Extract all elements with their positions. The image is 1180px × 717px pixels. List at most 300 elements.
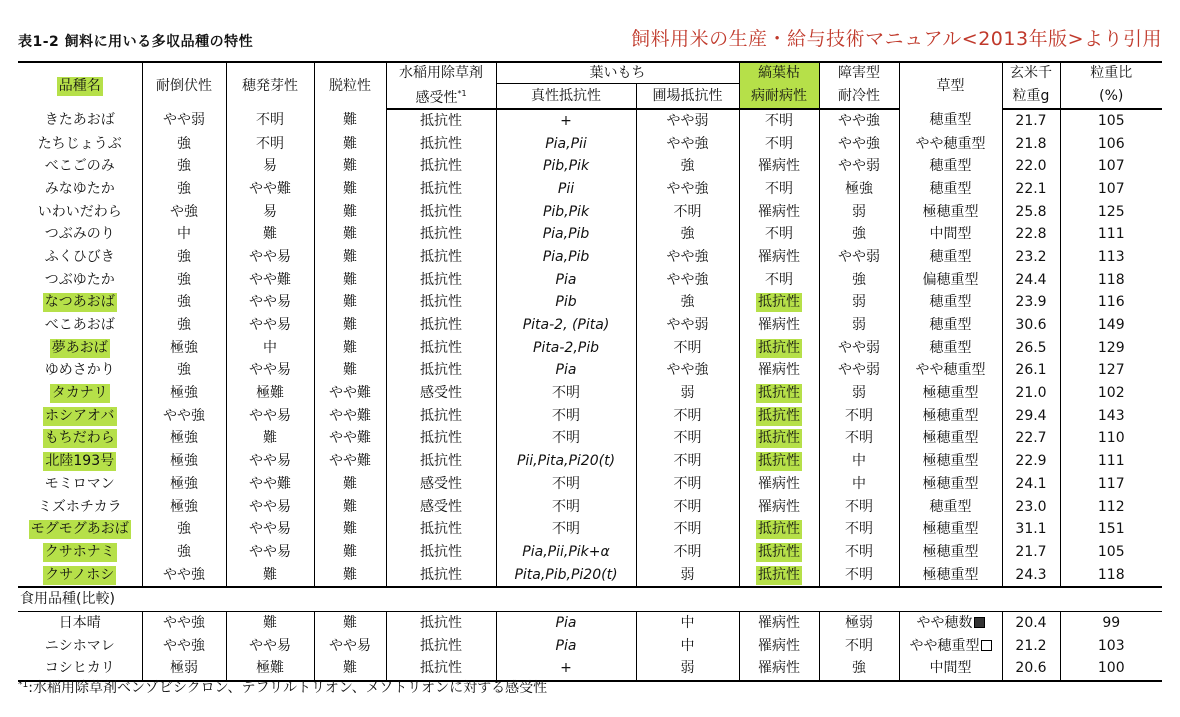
cell-ratio: 111 [1060,450,1162,473]
cell-cold: やや弱 [819,155,899,178]
header-weight-2: 粒重g [1002,84,1060,109]
cell-ratio: 107 [1060,155,1162,178]
cell-sprouting: やや難 [226,268,314,291]
cell-weight: 29.4 [1002,404,1060,427]
table-row [18,611,1162,634]
cell-plant-type: 偏穂重型 [899,268,1002,291]
cell-cold: 中 [819,473,899,496]
cell-herbicide: 抵抗性 [386,291,496,314]
cell-field-resistance: やや強 [636,178,739,201]
cell-true-resistance: 不明 [496,518,636,541]
table-row [18,336,1162,359]
cell-plant-type: やや穂重型 [899,634,1002,657]
cell-field-resistance: やや弱 [636,314,739,337]
cell-cold: 不明 [819,495,899,518]
cell-lodging: 極強 [142,336,226,359]
cell-ratio: 107 [1060,178,1162,201]
variety-name: たちじょうぶ [37,135,122,152]
cell-herbicide: 抵抗性 [386,223,496,246]
cell-shattering: 難 [314,178,386,201]
cell-stripe: 罹病性 [739,155,819,178]
cell-field-resistance: 不明 [636,336,739,359]
cell-sprouting: やや易 [226,495,314,518]
cell-cold: 強 [819,223,899,246]
cell-true-resistance: + [496,109,636,133]
cell-shattering: やや難 [314,404,386,427]
cell-shattering: 難 [314,563,386,587]
cell-plant-type: やや穂数 [899,611,1002,634]
cell-lodging: 中 [142,223,226,246]
footnote: $^{*1}$:水稲用除草剤ベンゾビシクロン、テフリルトリオン、メソトリオンに対する感受性 [18,680,548,696]
cell-plant-type: 極穂重型 [899,404,1002,427]
variety-name: なつあおば [44,294,115,311]
cell-plant-type: 穂重型 [899,336,1002,359]
header-cold: 障害型 [819,62,899,84]
cell-sprouting: 不明 [226,132,314,155]
cell-stripe: 罹病性 [739,657,819,681]
cell-cold: 弱 [819,200,899,223]
table-row [18,359,1162,382]
cell-shattering: やや難 [314,382,386,405]
cell-true-resistance: Pia [496,268,636,291]
cell-shattering: やや難 [314,427,386,450]
cell-true-resistance: Pib,Pik [496,200,636,223]
cell-field-resistance: 強 [636,223,739,246]
cell-stripe: 抵抗性 [739,336,819,359]
cell-sprouting: 易 [226,200,314,223]
cell-herbicide: 抵抗性 [386,518,496,541]
cell-stripe: 抵抗性 [739,382,819,405]
cell-true-resistance: Pib,Pik [496,155,636,178]
cell-plant-type: 極穂重型 [899,382,1002,405]
variety-name: ミズホチカラ [37,498,122,515]
cell-cold: 弱 [819,314,899,337]
source-citation: 飼料用米の生産・給与技術マニュアル<2013年版>より引用 [631,28,1162,50]
cell-lodging: や強 [142,200,226,223]
cell-sprouting: 極難 [226,382,314,405]
cell-ratio: 149 [1060,314,1162,337]
cell-cold: 弱 [819,291,899,314]
cell-lodging: 強 [142,291,226,314]
header-lodging: 耐倒伏性 [142,62,226,109]
cell-sprouting: やや易 [226,404,314,427]
cell-cold: 不明 [819,404,899,427]
cell-field-resistance: 不明 [636,495,739,518]
cell-shattering: 難 [314,291,386,314]
header-row-1 [18,62,1162,84]
cell-true-resistance: Pii [496,178,636,201]
table-row [18,200,1162,223]
cell-true-resistance: Pib [496,291,636,314]
cell-stripe: 罹病性 [739,359,819,382]
cell-sprouting: やや易 [226,246,314,269]
cell-weight: 22.0 [1002,155,1060,178]
cell-ratio: 112 [1060,495,1162,518]
cell-stripe: 不明 [739,223,819,246]
cell-stripe: 抵抗性 [739,291,819,314]
cell-field-resistance: 弱 [636,382,739,405]
cell-stripe: 抵抗性 [739,450,819,473]
cell-herbicide: 抵抗性 [386,132,496,155]
cell-shattering: 難 [314,109,386,133]
cell-weight: 25.8 [1002,200,1060,223]
cell-true-resistance: Pia [496,611,636,634]
cell-lodging: やや弱 [142,109,226,133]
cell-ratio: 106 [1060,132,1162,155]
cell-plant-type: 穂重型 [899,155,1002,178]
cell-weight: 20.4 [1002,611,1060,634]
cell-shattering: 難 [314,314,386,337]
variety-name: クサホナミ [44,543,115,560]
variety-name: タカナリ [51,385,108,402]
cell-lodging: やや強 [142,404,226,427]
cell-stripe: 抵抗性 [739,404,819,427]
cell-cold: 不明 [819,427,899,450]
cell-field-resistance: やや弱 [636,109,739,133]
cell-cold: やや弱 [819,336,899,359]
table-row [18,109,1162,133]
cell-lodging: 強 [142,132,226,155]
cell-true-resistance: Pia,Pib [496,246,636,269]
table-row [18,541,1162,564]
cell-true-resistance: Pita,Pib,Pi20(t) [496,563,636,587]
variety-name: クサノホシ [18,563,142,587]
header-name: 品種名 [18,62,142,109]
cell-ratio: 125 [1060,200,1162,223]
cell-weight: 22.9 [1002,450,1060,473]
cell-sprouting: 易 [226,155,314,178]
cell-shattering: 難 [314,246,386,269]
cell-true-resistance: 不明 [496,382,636,405]
cell-stripe: 罹病性 [739,634,819,657]
cell-weight: 22.1 [1002,178,1060,201]
cell-true-resistance: 不明 [496,427,636,450]
cell-shattering: 難 [314,473,386,496]
cell-ratio: 118 [1060,268,1162,291]
cell-ratio: 116 [1060,291,1162,314]
cell-herbicide: 抵抗性 [386,336,496,359]
cell-plant-type: 穂重型 [899,314,1002,337]
header-true-resistance: 真性抵抗性 [496,84,636,109]
cell-sprouting: やや難 [226,473,314,496]
cell-cold: 中 [819,450,899,473]
cell-plant-type: 中間型 [899,223,1002,246]
table-row [18,178,1162,201]
cell-true-resistance: 不明 [496,495,636,518]
cell-plant-type: 極穂重型 [899,518,1002,541]
cell-stripe: 抵抗性 [739,518,819,541]
cell-sprouting: やや易 [226,634,314,657]
cell-herbicide: 抵抗性 [386,178,496,201]
header-herbicide: 水稲用除草剤 [386,62,496,84]
table-row [18,450,1162,473]
cell-ratio: 110 [1060,427,1162,450]
cell-lodging: 極弱 [142,657,226,681]
cell-lodging: やや強 [142,634,226,657]
cell-shattering: 難 [314,200,386,223]
cell-stripe: 罹病性 [739,473,819,496]
cell-sprouting: やや難 [226,178,314,201]
variety-name: きたあおば [44,112,115,129]
table-row [18,291,1162,314]
cell-shattering: 難 [314,132,386,155]
cell-lodging: 強 [142,178,226,201]
cell-ratio: 113 [1060,246,1162,269]
cell-lodging: 極強 [142,382,226,405]
cell-weight: 21.7 [1002,109,1060,133]
cell-sprouting: 不明 [226,109,314,133]
cell-herbicide: 抵抗性 [386,314,496,337]
cell-herbicide: 感受性 [386,382,496,405]
cell-herbicide: 抵抗性 [386,109,496,133]
cell-lodging: 極強 [142,495,226,518]
cell-herbicide: 感受性 [386,495,496,518]
cell-lodging: 極強 [142,473,226,496]
variety-name: べこごのみ [44,158,115,175]
cell-shattering: 難 [314,268,386,291]
cell-herbicide: 抵抗性 [386,268,496,291]
cell-ratio: 105 [1060,541,1162,564]
cell-true-resistance: Pia [496,359,636,382]
cell-field-resistance: 不明 [636,541,739,564]
variety-table [18,61,1162,682]
table-title: 表1-2 飼料に用いる多収品種の特性 [18,34,254,50]
cell-ratio: 151 [1060,518,1162,541]
header-shattering: 脱粒性 [314,62,386,109]
cell-field-resistance: 不明 [636,450,739,473]
cell-sprouting: 難 [226,611,314,634]
cell-true-resistance: Pia,Pii [496,132,636,155]
cell-stripe: 罹病性 [739,495,819,518]
section-row [18,587,1162,611]
cell-sprouting: やや易 [226,314,314,337]
cell-shattering: やや難 [314,450,386,473]
cell-stripe: 不明 [739,132,819,155]
cell-plant-type: 穂重型 [899,495,1002,518]
variety-name: ニシホマレ [44,637,115,654]
cell-shattering: 難 [314,223,386,246]
cell-cold: 極弱 [819,611,899,634]
variety-name: コシヒカリ [18,657,142,681]
table-row [18,223,1162,246]
header-sprouting: 穂発芽性 [226,62,314,109]
cell-plant-type: やや穂重型 [899,132,1002,155]
cell-herbicide: 抵抗性 [386,450,496,473]
cell-herbicide: 抵抗性 [386,359,496,382]
cell-shattering: 難 [314,155,386,178]
cell-shattering: やや易 [314,634,386,657]
cell-lodging: やや強 [142,611,226,634]
cell-weight: 23.2 [1002,246,1060,269]
variety-name: いわいだわら [37,203,122,220]
cell-lodging: 強 [142,359,226,382]
cell-cold: やや弱 [819,246,899,269]
cell-ratio: 127 [1060,359,1162,382]
cell-herbicide: 抵抗性 [386,541,496,564]
table-row [18,314,1162,337]
cell-herbicide: 抵抗性 [386,155,496,178]
header-cold-2: 耐冷性 [819,84,899,109]
cell-ratio: 118 [1060,563,1162,587]
cell-true-resistance: 不明 [496,404,636,427]
cell-weight: 24.3 [1002,563,1060,587]
cell-weight: 26.1 [1002,359,1060,382]
variety-name: モミロマン [44,475,115,492]
cell-field-resistance: 不明 [636,427,739,450]
cell-sprouting: 難 [226,427,314,450]
cell-plant-type: 極穂重型 [899,541,1002,564]
cell-stripe: 不明 [739,109,819,133]
cell-cold: 極強 [819,178,899,201]
variety-name: ゆめさかり [44,362,115,379]
section-label: 食用品種(比較) [18,587,1162,611]
cell-ratio: 102 [1060,382,1162,405]
cell-lodging: 強 [142,541,226,564]
cell-weight: 21.2 [1002,634,1060,657]
cell-field-resistance: 中 [636,611,739,634]
cell-lodging: 強 [142,246,226,269]
square-marker-icon [981,640,992,651]
variety-name: ふくひびき [44,248,115,265]
cell-lodging: 強 [142,155,226,178]
cell-herbicide: 抵抗性 [386,246,496,269]
cell-cold: 不明 [819,634,899,657]
cell-stripe: 罹病性 [739,246,819,269]
cell-ratio: 105 [1060,109,1162,133]
cell-herbicide: 抵抗性 [386,634,496,657]
cell-lodging: 極強 [142,450,226,473]
cell-field-resistance: 弱 [636,657,739,681]
cell-herbicide: 抵抗性 [386,563,496,587]
cell-plant-type: 極穂重型 [899,427,1002,450]
cell-sprouting: やや易 [226,291,314,314]
cell-cold: 弱 [819,382,899,405]
cell-ratio: 143 [1060,404,1162,427]
cell-plant-type: 極穂重型 [899,450,1002,473]
table-row [18,563,1162,587]
table-row [18,634,1162,657]
cell-field-resistance: 不明 [636,473,739,496]
cell-true-resistance: Pia [496,634,636,657]
cell-plant-type: やや穂重型 [899,359,1002,382]
table-row [18,268,1162,291]
cell-herbicide: 抵抗性 [386,200,496,223]
variety-name: つぶゆたか [44,271,115,288]
cell-lodging: 強 [142,314,226,337]
cell-field-resistance: 不明 [636,518,739,541]
cell-weight: 21.8 [1002,132,1060,155]
variety-name: つぶみのり [44,226,115,243]
cell-ratio: 117 [1060,473,1162,496]
cell-weight: 26.5 [1002,336,1060,359]
cell-shattering: 難 [314,541,386,564]
cell-shattering: 難 [314,359,386,382]
cell-shattering: 難 [314,657,386,681]
cell-cold: 不明 [819,563,899,587]
cell-stripe: 罹病性 [739,200,819,223]
variety-name: 夢あおば [51,339,108,356]
cell-field-resistance: 不明 [636,404,739,427]
cell-plant-type: 極穂重型 [899,473,1002,496]
cell-herbicide: 抵抗性 [386,404,496,427]
cell-sprouting: やや易 [226,450,314,473]
cell-lodging: やや強 [142,563,226,587]
cell-weight: 24.1 [1002,473,1060,496]
cell-plant-type: 極穂重型 [899,563,1002,587]
header-herbicide-2: 感受性$^{*1}$ [386,84,496,109]
square-marker-icon [974,617,985,628]
cell-cold: やや強 [819,109,899,133]
cell-true-resistance: Pia,Pib [496,223,636,246]
header-blast: 葉いもち [496,62,739,84]
cell-shattering: 難 [314,611,386,634]
cell-field-resistance: 不明 [636,200,739,223]
cell-sprouting: 極難 [226,657,314,681]
cell-sprouting: 中 [226,336,314,359]
variety-name: もちだわら [44,430,115,447]
table-row [18,246,1162,269]
cell-field-resistance: 中 [636,634,739,657]
variety-name: 北陸193号 [45,453,115,470]
cell-herbicide: 感受性 [386,473,496,496]
variety-name: みなゆたか [44,180,115,197]
cell-true-resistance: Pii,Pita,Pi20(t) [496,450,636,473]
cell-herbicide: 抵抗性 [386,657,496,681]
cell-true-resistance: Pita-2,Pib [496,336,636,359]
cell-cold: やや弱 [819,359,899,382]
header-weight: 玄米千 [1002,62,1060,84]
header-ratio: 粒重比 [1060,62,1162,84]
cell-field-resistance: やや強 [636,246,739,269]
cell-true-resistance: + [496,657,636,681]
cell-sprouting: やや易 [226,518,314,541]
cell-cold: 不明 [819,518,899,541]
cell-plant-type: 穂重型 [899,246,1002,269]
cell-cold: 強 [819,268,899,291]
cell-shattering: 難 [314,495,386,518]
table-row [18,155,1162,178]
header-plant-type: 草型 [899,62,1002,109]
cell-cold: やや強 [819,132,899,155]
cell-field-resistance: やや強 [636,132,739,155]
cell-herbicide: 抵抗性 [386,611,496,634]
table-row [18,518,1162,541]
cell-weight: 21.0 [1002,382,1060,405]
cell-field-resistance: 弱 [636,563,739,587]
cell-weight: 21.7 [1002,541,1060,564]
cell-stripe: 不明 [739,268,819,291]
cell-weight: 23.0 [1002,495,1060,518]
cell-lodging: 強 [142,518,226,541]
cell-cold: 不明 [819,541,899,564]
cell-true-resistance: 不明 [496,473,636,496]
cell-stripe: 不明 [739,178,819,201]
cell-field-resistance: 強 [636,291,739,314]
cell-weight: 23.9 [1002,291,1060,314]
variety-name: ホシアオバ [44,407,115,424]
cell-lodging: 極強 [142,427,226,450]
cell-weight: 30.6 [1002,314,1060,337]
cell-cold: 強 [819,657,899,681]
cell-field-resistance: 強 [636,155,739,178]
cell-plant-type: 中間型 [899,657,1002,681]
cell-stripe: 罹病性 [739,611,819,634]
cell-stripe: 抵抗性 [739,563,819,587]
table-row [18,404,1162,427]
cell-stripe: 罹病性 [739,314,819,337]
cell-ratio: 129 [1060,336,1162,359]
table-row [18,473,1162,496]
